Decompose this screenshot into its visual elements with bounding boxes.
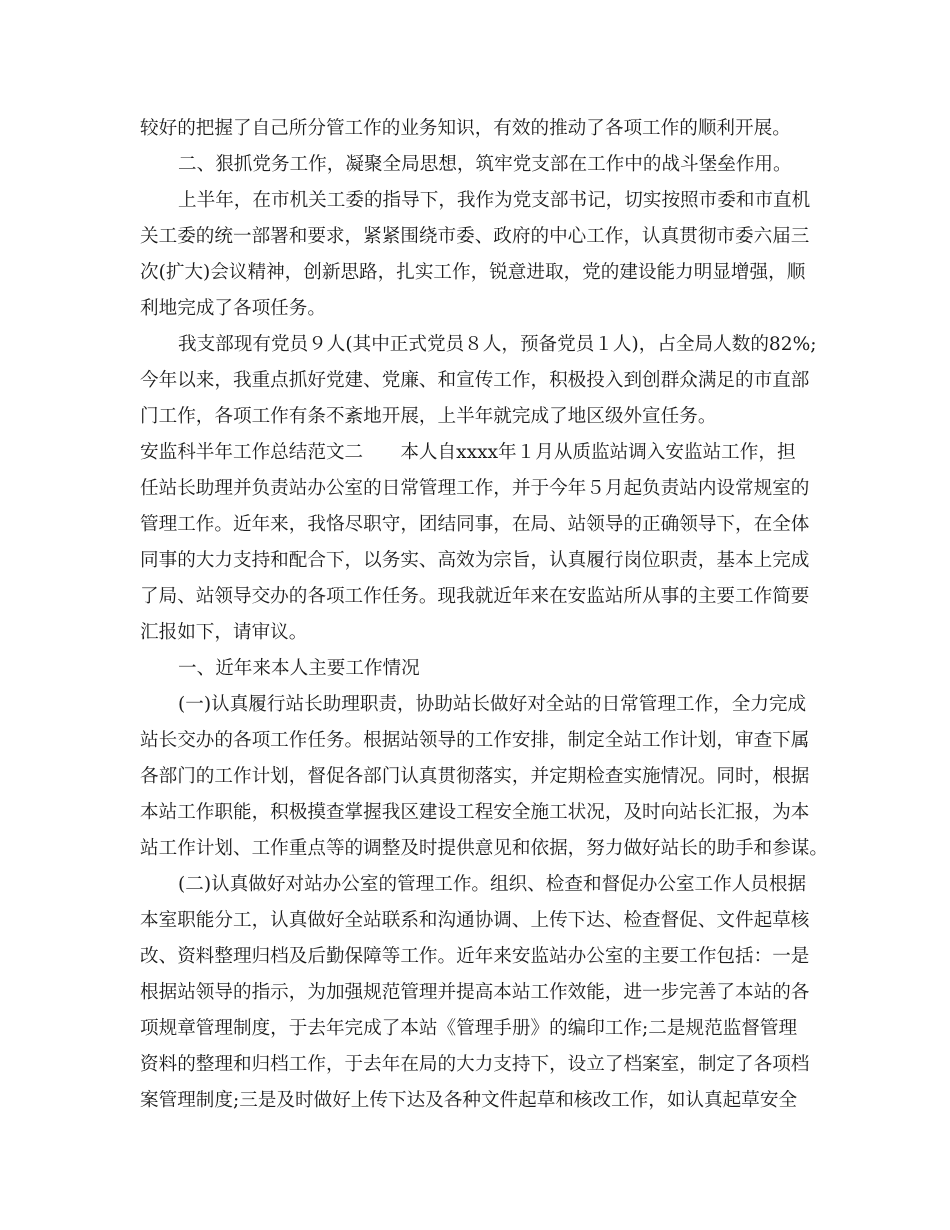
text-line: 项规章管理制度，于去年完成了本站《管理手册》的编印工作;二是规范监督管理 — [140, 1018, 798, 1039]
text-line: 任站长助理并负责站办公室的日常管理工作，并于今年５月起负责站内设常规室的 — [140, 478, 810, 499]
text-line: 站长交办的各项工作任务。根据站领导的工作安排，制定全站工作计划，审查下属 — [140, 730, 810, 751]
text-line: 上半年，在市机关工委的指导下，我作为党支部书记，切实按照市委和市直机 — [178, 190, 811, 211]
text-line: (一)认真履行站长助理职责，协助站长做好对全站的日常管理工作，全力完成 — [178, 694, 807, 715]
text-line: 案管理制度;三是及时做好上传下达及各种文件起草和核改工作，如认真起草安全 — [140, 1090, 798, 1111]
text-line: 了局、站领导交办的各项工作任务。现我就近年来在安监站所从事的主要工作简要 — [140, 586, 810, 607]
text-line: 资料的整理和归档工作，于去年在局的大力支持下，设立了档案室，制定了各项档 — [140, 1054, 810, 1075]
text-line: 关工委的统一部署和要求，紧紧围绕市委、政府的中心工作，认真贯彻市委六届三 — [140, 226, 810, 247]
text-line: 本室职能分工，认真做好全站联系和沟通协调、上传下达、检查督促、文件起草核 — [140, 910, 810, 931]
text-line: (二)认真做好对站办公室的管理工作。组织、检查和督促办公室工作人员根据 — [178, 874, 807, 895]
text-line: 改、资料整理归档及后勤保障等工作。近年来安监站办公室的主要工作包括：一是 — [140, 946, 810, 967]
text-line: 各部门的工作计划，督促各部门认真贯彻落实，并定期检查实施情况。同时，根据 — [140, 766, 810, 787]
document-title-line: 安监科半年工作总结范文二 本人自xxxx年１月从质监站调入安监站工作，担 — [140, 442, 796, 463]
text-line: 同事的大力支持和配合下，以务实、高效为宗旨，认真履行岗位职责，基本上完成 — [140, 550, 810, 571]
text-line: 根据站领导的指示，为加强规范管理并提高本站工作效能，进一步完善了本站的各 — [140, 982, 810, 1003]
text-line: 利地完成了各项任务。 — [140, 298, 326, 319]
section-heading: 一、近年来本人主要工作情况 — [178, 658, 420, 679]
text-line: 本站工作职能，积极摸查掌握我区建设工程安全施工状况，及时向站长汇报，为本 — [140, 802, 810, 823]
text-line: 较好的把握了自己所分管工作的业务知识，有效的推动了各项工作的顺利开展。 — [140, 118, 791, 139]
section-heading: 二、狠抓党务工作，凝聚全局思想，筑牢党支部在工作中的战斗堡垒作用。 — [178, 154, 792, 175]
text-line: 今年以来，我重点抓好党建、党廉、和宣传工作，积极投入到创群众满足的市直部 — [140, 370, 810, 391]
text-line: 我支部现有党员９人(其中正式党员８人，预备党员１人)，占全局人数的82%; — [178, 334, 817, 355]
text-line: 汇报如下，请审议。 — [140, 622, 308, 643]
text-line: 次(扩大)会议精神，创新思路，扎实工作，锐意进取，党的建设能力明显增强，顺 — [140, 262, 806, 283]
text-line: 站工作计划、工作重点等的调整及时提供意见和依据，努力做好站长的助手和参谋。 — [140, 838, 828, 859]
text-line: 门工作，各项工作有条不紊地开展，上半年就完成了地区级外宣任务。 — [140, 406, 717, 427]
text-line: 管理工作。近年来，我恪尽职守，团结同事，在局、站领导的正确领导下，在全体 — [140, 514, 810, 535]
